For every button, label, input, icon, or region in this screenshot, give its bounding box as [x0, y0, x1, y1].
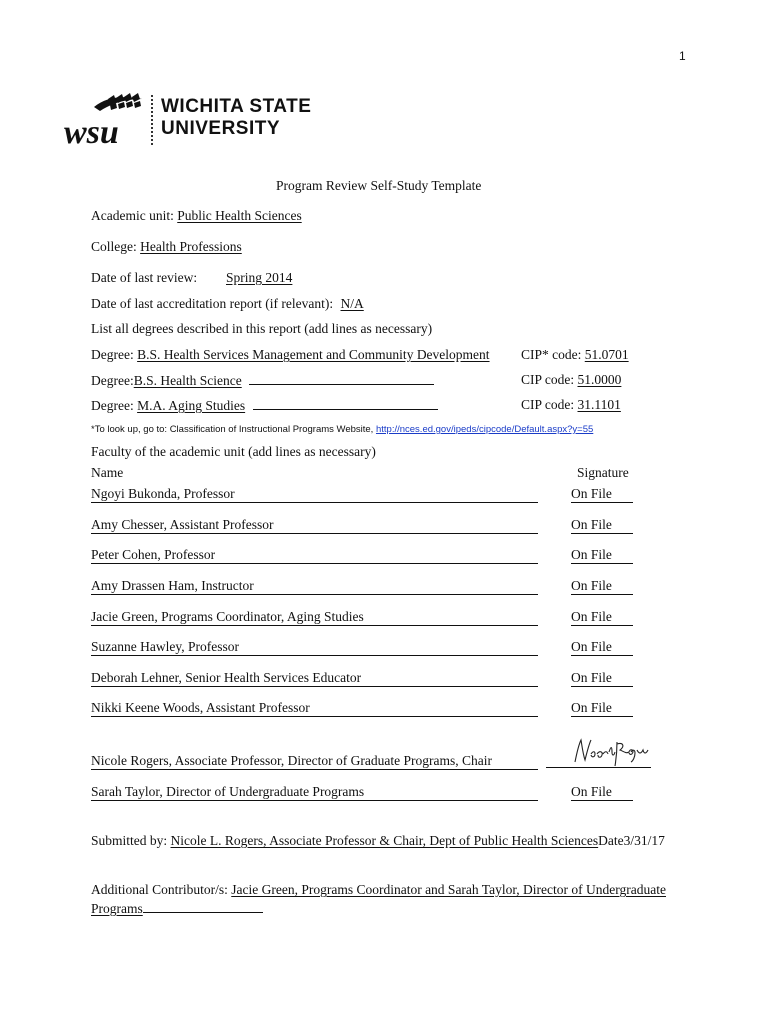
- blank-line: [253, 397, 438, 410]
- faculty-row: [91, 734, 656, 774]
- accreditation-label: Date of last accreditation report (if relevant):: [91, 296, 334, 311]
- college-value: Health Professions: [140, 239, 242, 254]
- cip-code: 51.0000: [577, 372, 622, 387]
- degree-label: Degree:: [91, 347, 134, 362]
- faculty-signature: On File: [571, 670, 612, 685]
- submitted-label: Submitted by:: [91, 833, 168, 848]
- faculty-row: [91, 670, 636, 686]
- academic-unit-row: [91, 208, 302, 224]
- degree-row: [91, 397, 438, 414]
- degree-name: B.S. Health Services Management and Community Development: [137, 347, 490, 362]
- cip-code: 51.0701: [584, 347, 629, 362]
- blank-line: [143, 900, 263, 913]
- faculty-signature: On File: [571, 700, 612, 715]
- contributors-value-line2: Programs: [91, 901, 143, 916]
- faculty-row: [91, 517, 636, 533]
- accreditation-value: N/A: [340, 296, 364, 311]
- handwritten-signature: [571, 734, 651, 768]
- degree-name: B.S. Health Science: [133, 373, 242, 388]
- cip-url-link[interactable]: http://nces.ed.gov/ipeds/cipcode/Default.aspx?y=55: [375, 424, 594, 435]
- submitted-value: Nicole L. Rogers, Associate Professor & Chair, Dept of Public Health Sciences: [170, 833, 599, 848]
- wheat-monogram-icon: [64, 93, 154, 149]
- faculty-row: [91, 547, 636, 563]
- page-number: 1: [679, 49, 686, 63]
- faculty-row: [91, 700, 636, 716]
- faculty-signature: On File: [571, 547, 612, 562]
- university-logo: [64, 93, 312, 149]
- cip-note-text: *To look up, go to: Classification of Instructional Programs Website,: [91, 424, 374, 435]
- faculty-name: Deborah Lehner, Senior Health Services Educator: [91, 670, 362, 685]
- contributors-row-2: [91, 900, 263, 917]
- accreditation-row: [91, 296, 364, 312]
- degree-row: [91, 372, 434, 389]
- faculty-name: Nicole Rogers, Associate Professor, Director of Graduate Programs, Chair: [91, 753, 492, 768]
- cip-code: 31.1101: [577, 397, 621, 412]
- academic-unit-label: Academic unit:: [91, 208, 174, 223]
- faculty-signature: On File: [571, 609, 612, 624]
- faculty-row: [91, 578, 636, 594]
- logo-line1: WICHITA STATE: [161, 96, 312, 117]
- faculty-signature: On File: [571, 639, 612, 654]
- submitted-date-label: Date: [598, 833, 624, 848]
- faculty-name: Sarah Taylor, Director of Undergraduate Programs: [91, 784, 365, 799]
- faculty-row: [91, 486, 636, 502]
- college-row: [91, 239, 242, 255]
- faculty-name: Jacie Green, Programs Coordinator, Aging Studies: [91, 609, 364, 624]
- cip-label: CIP code:: [521, 397, 575, 412]
- blank-line: [249, 372, 434, 385]
- faculty-signature: On File: [571, 784, 612, 799]
- contributors-row: [91, 882, 666, 898]
- faculty-signature: On File: [571, 486, 612, 501]
- faculty-name-header: Name: [91, 465, 124, 480]
- college-label: College:: [91, 239, 137, 254]
- degree-label: Degree:: [91, 373, 134, 388]
- logo-divider: [151, 95, 155, 145]
- page-title: Program Review Self-Study Template: [276, 178, 482, 193]
- cip-row: [521, 372, 621, 388]
- faculty-row: [91, 784, 636, 800]
- cip-row: [521, 347, 629, 363]
- submitted-row: [91, 833, 665, 849]
- last-review-label: Date of last review:: [91, 270, 198, 285]
- monogram-text: wsu: [64, 114, 119, 149]
- cip-note: [91, 424, 593, 435]
- cip-label: CIP code:: [521, 372, 575, 387]
- academic-unit-value: Public Health Sciences: [177, 208, 302, 223]
- degree-name: M.A. Aging Studies: [137, 398, 246, 413]
- faculty-name: Suzanne Hawley, Professor: [91, 639, 239, 654]
- submitted-date: 3/31/17: [623, 833, 665, 848]
- faculty-name: Amy Chesser, Assistant Professor: [91, 517, 274, 532]
- degree-row: [91, 347, 490, 363]
- cip-row: [521, 397, 621, 413]
- faculty-name: Nikki Keene Woods, Assistant Professor: [91, 700, 310, 715]
- contributors-label: Additional Contributor/s:: [91, 882, 228, 897]
- faculty-row: [91, 639, 636, 655]
- last-review-value: Spring 2014: [226, 270, 293, 285]
- contributors-value-line1: Jacie Green, Programs Coordinator and Sarah Taylor, Director of Undergraduate: [231, 882, 666, 897]
- logo-line2: UNIVERSITY: [161, 118, 281, 139]
- degree-label: Degree:: [91, 398, 134, 413]
- faculty-signature: On File: [571, 517, 612, 532]
- faculty-name: Peter Cohen, Professor: [91, 547, 216, 562]
- degrees-intro: List all degrees described in this report (add lines as necessary): [91, 321, 433, 336]
- faculty-row: [91, 609, 636, 625]
- faculty-intro: Faculty of the academic unit (add lines as necessary): [91, 444, 376, 459]
- faculty-name: Ngoyi Bukonda, Professor: [91, 486, 235, 501]
- faculty-signature: On File: [571, 578, 612, 593]
- faculty-name: Amy Drassen Ham, Instructor: [91, 578, 254, 593]
- faculty-signature-header: Signature: [577, 465, 629, 480]
- cip-label: CIP* code:: [521, 347, 582, 362]
